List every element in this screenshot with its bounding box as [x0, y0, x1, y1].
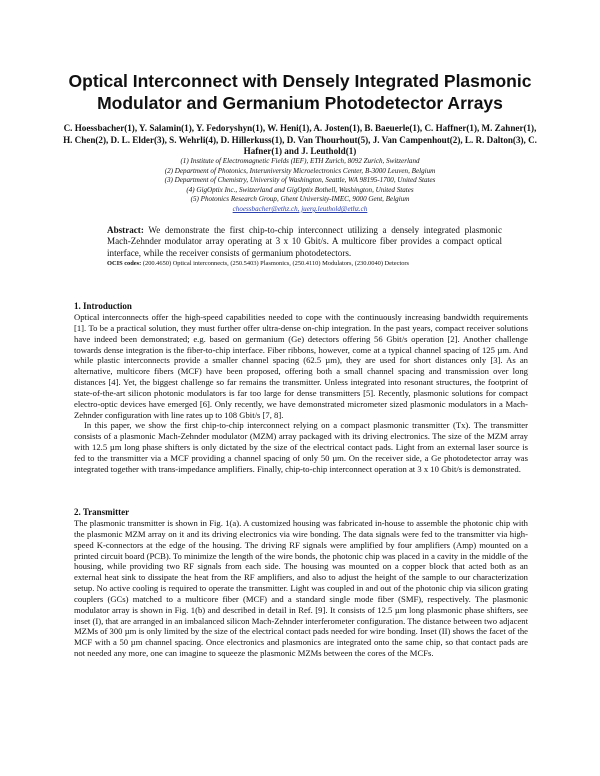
ocis-codes: (200.4650) Optical interconnects, (250.5403) Plasmonics, (250.4110) Modulators, (230.0040) Detectors — [142, 259, 410, 267]
contact-emails[interactable]: choessbacher@ethz.ch, juerg.leuthold@ethz.ch — [232, 204, 368, 213]
section-heading-introduction: 1. Introduction — [74, 301, 132, 311]
abstract-text: We demonstrate the first chip-to-chip interconnect utilizing a densely integrated plasmonic Mach-Zehnder modulator array operating at 3 x 10 Gbit/s. A multicore fiber provides a compact optical interface, while the receiver consists of germanium photodetectors. — [107, 225, 502, 258]
abstract-block — [107, 225, 502, 268]
affiliation-4: (4) GigOptix Inc., Switzerland and GigOptix Bothell, Washington, United States — [186, 185, 414, 194]
paper-title: Optical Interconnect with Densely Integrated Plasmonic Modulator and Germanium Photodetector Arrays — [68, 71, 532, 113]
intro-paragraph-2: In this paper, we show the first chip-to-chip interconnect relying on a compact plasmonic transmitter (Tx). The transmitter consists of a plasmonic Mach-Zehnder modulator (MZM) array packaged with its driving electronics. The size of the MZM array with 12.5 µm long phase shifters is only dictated by the size of the electrical contact pads. Light from an external laser source is fed to the transmitter via a MCF providing a channel spacing of only 50 µm. On the receiver side, a Ge photodetector array was integrated together with trans-impedance amplifiers. Finally, chip-to-chip interconnect operation at 3 x 10 Gbit/s is demonstrated. — [74, 420, 528, 474]
ocis-label: OCIS codes: — [107, 259, 142, 267]
affiliation-5: (5) Photonics Research Group, Ghent University-IMEC, 9000 Gent, Belgium — [190, 195, 410, 204]
affiliation-3: (3) Department of Chemistry, University of Washington, Seattle, WA 98195-1700, United States — [164, 176, 436, 185]
transmitter-paragraph-1: The plasmonic transmitter is shown in Fig. 1(a). A customized housing was fabricated in-house to assemble the photonic chip with the plasmonic MZM array on it and its driving electronics via wire bonding. The data signals were fed to the transmitter via high-speed K-connectors at the edge of the housing. The driving RF signals were amplified by four amplifiers (Amp) mounted on a printed circuit board (PCB). To minimize the length of the wire bonds, the photonic chip was placed in a cavity in the middle of the housing, while providing two RF signals from each side. The housing was mounted on a copper block that acted both as an external heat sink to dissipate the heat from the RF amplifiers, and also to adjust the height of the sample to our characterization setup. No active cooling is required to operate the transmitter. Light was coupled in and out of the photonic chip via silicon grating couplers (GCs) matched to a multicore fiber (MCF) and a standard single mode fiber (SMF), respectively. The plasmonic modulator array is shown in Fig. 1(b) and described in detail in Ref. [9]. It consists of 12.5 µm long plasmonic phase shifters, see inset (I), that are arranged in an imbalanced silicon Mach-Zehnder interferometer configuration. The distance between two adjacent MZMs of 300 µm is only limited by the size of the electrical contact pads needed for wire bonding. Inset (II) shows the facet of the MCF with a 50 µm channel spacing. Once electronics and plasmonics are integrated onto the same chip, so that contact pads are not needed any more, one can imagine to squeeze the plasmonic MZMs between the cores of the MCFs. — [74, 518, 528, 659]
transmitter-body — [74, 518, 528, 659]
introduction-body — [74, 312, 528, 475]
section-heading-transmitter: 2. Transmitter — [74, 507, 130, 517]
affiliation-1: (1) Institute of Electromagnetic Fields (IEF), ETH Zurich, 8092 Zurich, Switzerland — [180, 157, 420, 165]
affiliation-2: (2) Department of Photonics, Interuniversity Microelectronics Center, B-3000 Leuven, Belgium — [164, 166, 436, 175]
intro-paragraph-1: Optical interconnects offer the high-speed capabilities needed to cope with the continuously increasing bandwidth requirements [1]. To be a practical solution, they must further offer ultra-dense on-chip integration. In the past years, compact receiver solutions have indeed been demonstrated; e.g. based on germanium (Ge) detectors offering 56 Gbit/s operation [2]. Another challenge towards dense integration is the fiber-to-chip interface. Fiber ribbons, however, come at a typical channel spacing of 125 µm. And while plastic interconnects provide a smaller channel spacing (62.5 µm), they are used for short distances only [3]. As an alternative, multicore fibers (MCF) have been proposed, offering both a small channel spacing and transmission over long distances [4]. Yet, the biggest challenge so far remains the transmitter. Unless integrated into resonant structures, the footprint of state-of-the-art silicon photonic modulators is far too large for dense transmitters [5]. Recently, plasmonic solutions for compact electro-optic devices have emerged [6]. Only recently, we have demonstrated micrometer sized plasmonic modulators in a Mach-Zehnder configuration with line rates up to 108 Gbit/s [7, 8]. — [74, 312, 528, 420]
abstract-label: Abstract: — [107, 225, 144, 235]
author-list: C. Hoessbacher(1), Y. Salamin(1), Y. Fedoryshyn(1), W. Heni(1), A. Josten(1), B. Baeuerle(1), C. Haffner(1), M. Zahner(1), H. Chen(2), D. L. Elder(3), S. Wehrli(4), D. Hillerkuss(1), D. Van Thourhout(5), J. Van Campenhout(2), L. R. Dalton(3), C. Hafner(1) and J. Leuthold(1) — [63, 123, 537, 156]
affiliations — [80, 157, 520, 215]
